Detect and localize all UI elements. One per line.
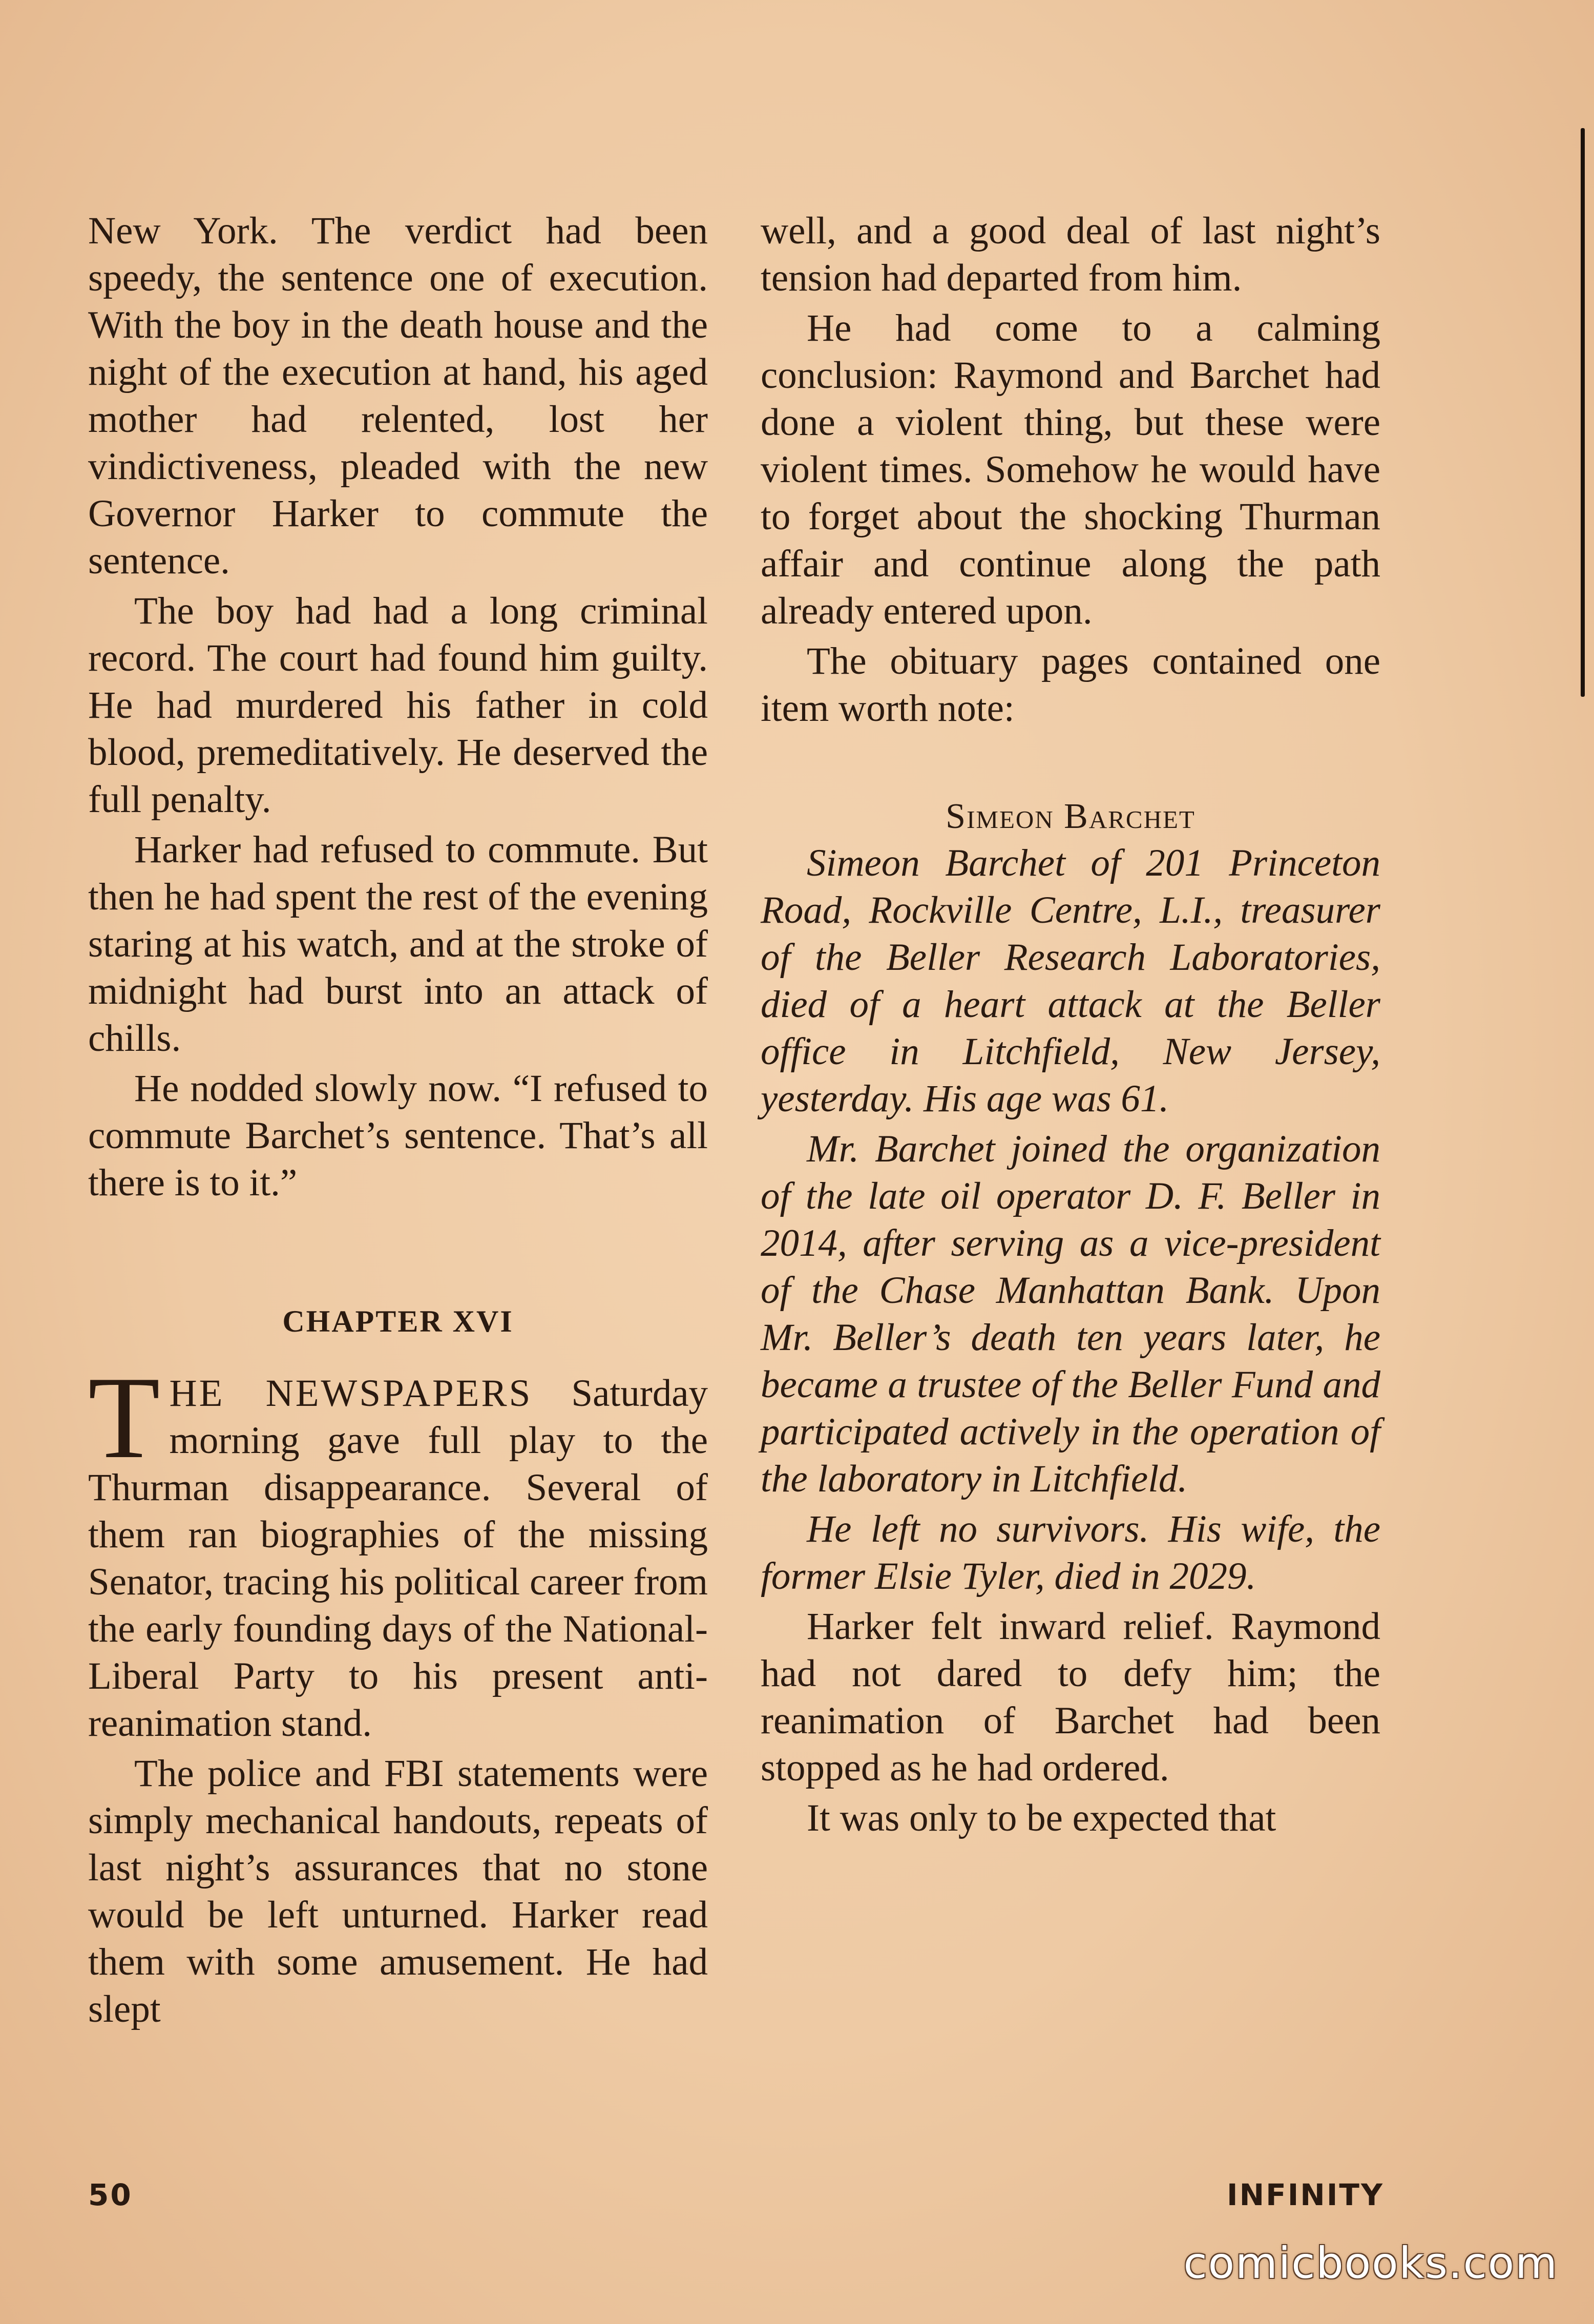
obituary-paragraph: He left no survivors. His wife, the former Elsie Tyler, died in 2029. [761, 1508, 1380, 1597]
chapter-heading: CHAPTER XVI [282, 1304, 514, 1338]
obituary-title: Simeon Barchet [946, 797, 1196, 836]
magazine-name: INFINITY [1226, 2177, 1384, 2212]
obituary-paragraph: Simeon Barchet of 201 Princeton Road, Rockville Centre, L.I., treasurer of the Beller Research Laboratories, died of a heart attack at the Beller office in Litchfield, New Jersey, yesterday. His age was 61. [761, 842, 1380, 1120]
paragraph: New York. The verdict had been speedy, the sentence one of execution. With the boy in the death house and the night of the execution at hand, his aged mother had relented, lost her vindictiveness, pleaded with the new Governor Harker to commute the sentence. [88, 210, 708, 582]
left-column [88, 208, 708, 2036]
paragraph: Harker had refused to commute. But then he had spent the rest of the evening staring at his watch, and at the stroke of midnight had burst into an attack of chills. [88, 828, 708, 1060]
right-column [761, 208, 1380, 1845]
paragraph: The police and FBI statements were simply mechanical handouts, repeats of last night’s assurances that no stone would be left unturned. Harker read them with some amusement. He had slept [88, 1752, 708, 2030]
chapter-opening-paragraph [88, 1352, 708, 1747]
obituary-notice [761, 794, 1380, 1600]
watermark: comicbooks.com [1183, 2238, 1558, 2288]
obituary-paragraph: Mr. Barchet joined the organization of the late oil operator D. F. Beller in 2014, after serving as a vice-president of the Chase Manhattan Bank. Upon Mr. Beller’s death ten years later, he became a trustee of the Beller Fund and participated actively in the operation of the laboratory in Litchfield. [761, 1128, 1380, 1500]
paragraph: It was only to be expected that [807, 1797, 1276, 1839]
paragraph: The boy had had a long criminal record. The court had found him guilty. He had murdered his father in cold blood, premeditatively. He deserved the full penalty. [88, 590, 708, 821]
page-edge-line [1581, 128, 1585, 697]
paragraph: Harker felt inward relief. Raymond had not dared to defy him; the reanimation of Barchet had been stopped as he had ordered. [761, 1605, 1380, 1789]
paragraph: The obituary pages contained one item worth note: [761, 640, 1380, 730]
paragraph: He had come to a calming conclusion: Raymond and Barchet had done a violent thing, but these were violent times. Somehow he would have to forget about the shocking Thurman affair and continue along the path already entered upon. [761, 307, 1380, 632]
lead-in-smallcaps: HE NEWSPAPERS [169, 1372, 533, 1415]
paragraph: He nodded slowly now. “I refused to commute Barchet’s sentence. That’s all there is to it.” [88, 1067, 708, 1204]
paragraph-text: Saturday morning gave full play to the Thurman disappearance. Several of them ran biographies of the missing Senator, tracing his political career from the early founding days of the National-Liberal Party to his present anti-reanimation stand. [88, 1372, 708, 1745]
drop-cap: T [88, 1352, 160, 1483]
page-number: 50 [88, 2177, 133, 2212]
paragraph: well, and a good deal of last night’s tension had departed from him. [761, 210, 1380, 299]
